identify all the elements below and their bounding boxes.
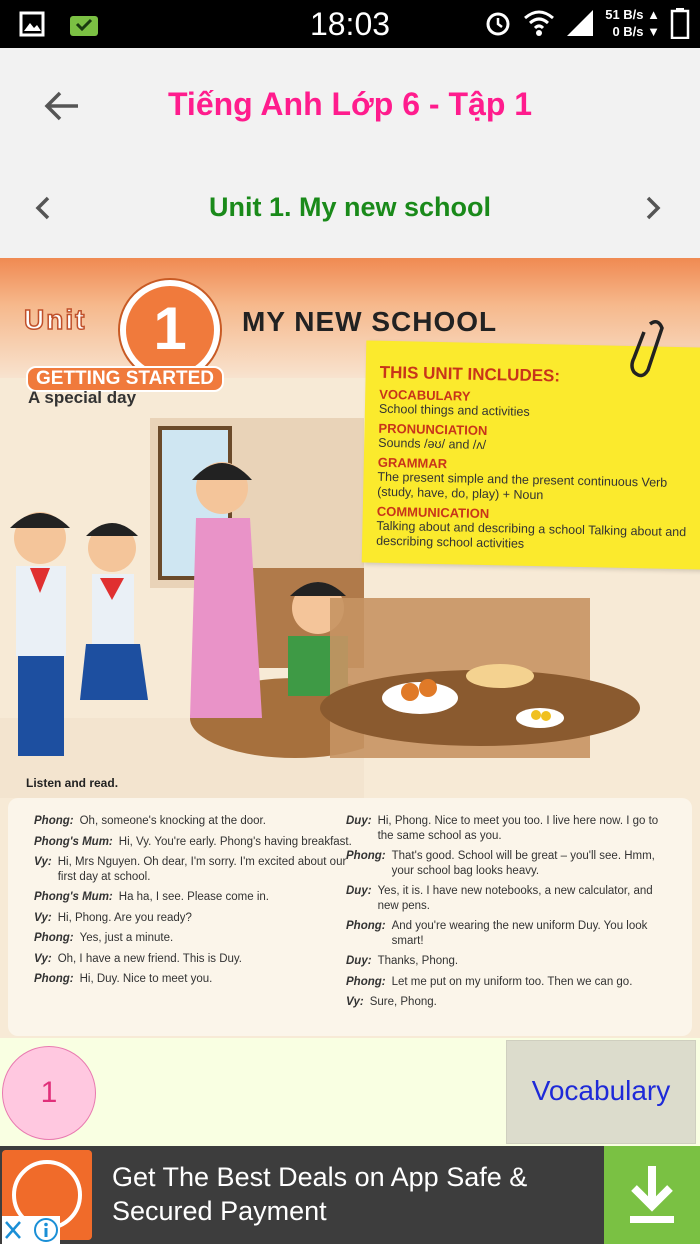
unit-number-badge: 1 <box>120 280 220 380</box>
page-controls <box>0 1038 700 1146</box>
includes-heading: PRONUNCIATION <box>378 420 488 439</box>
line-text: Hi, Phong. Are you ready? <box>57 911 192 924</box>
speaker: Phong: <box>34 973 74 985</box>
speaker: Phong: <box>346 850 386 862</box>
line-text: And you're wearing the new uniform Duy. You look smart! <box>391 920 648 947</box>
download-button[interactable] <box>604 1146 700 1244</box>
paperclip-icon <box>626 316 666 378</box>
dialogue-line <box>34 835 354 850</box>
dialogue-line <box>34 972 354 987</box>
textbook-page-image[interactable] <box>0 258 700 1038</box>
net-up: 51 B/s ▲ <box>605 7 660 22</box>
dialogue-line <box>34 890 354 905</box>
dialogue-line <box>34 814 354 829</box>
dialogue-line <box>346 814 666 843</box>
listen-label: Listen and read. <box>26 776 119 790</box>
unit-heading: MY NEW SCHOOL <box>242 306 498 337</box>
speaker: Phong: <box>346 920 386 932</box>
line-text: Oh, someone's knocking at the door. <box>79 815 266 827</box>
app-bar <box>0 48 700 160</box>
line-text: That's good. School will be great – you'll see. Hmm, your school bag looks heavy. <box>391 850 655 877</box>
dialogue-line <box>346 849 666 878</box>
network-speed <box>605 6 660 40</box>
speaker: Vy: <box>346 996 364 1008</box>
battery-icon <box>670 7 690 39</box>
line-text: Sure, Phong. <box>369 996 437 1008</box>
dialogue-line <box>34 931 354 946</box>
dialogue-column-right <box>346 814 666 1016</box>
speaker: Phong's Mum: <box>34 891 113 903</box>
dialogue-line <box>34 855 354 884</box>
ad-close-icon[interactable] <box>2 1216 60 1244</box>
speaker: Duy: <box>346 955 372 967</box>
ad-banner[interactable] <box>0 1146 700 1244</box>
kitchen-table-illustration <box>0 558 700 798</box>
dialogue-line <box>346 995 666 1010</box>
line-text: Hi, Phong. Nice to meet you too. I live here now. I go to the same school as you. <box>377 815 659 842</box>
includes-text: The present simple and the present continuous Verb (study, have, do, play) + Noun <box>377 469 668 503</box>
chevron-right-icon[interactable] <box>638 192 666 224</box>
dialogue-line <box>346 919 666 948</box>
includes-heading: GRAMMAR <box>377 454 448 472</box>
speaker: Phong: <box>34 815 74 827</box>
section-label: GETTING STARTED <box>26 366 224 392</box>
speaker: Phong's Mum: <box>34 835 113 848</box>
unit-label: Unit <box>24 304 87 335</box>
includes-heading: VOCABULARY <box>379 386 471 404</box>
net-down: 0 B/s ▼ <box>612 24 660 39</box>
download-icon <box>604 1146 700 1244</box>
speaker: Vy: <box>34 952 52 965</box>
includes-text: Sounds /əʊ/ and /ʌ/ <box>378 435 487 452</box>
page-number-badge[interactable]: 1 <box>2 1046 96 1140</box>
includes-heading: COMMUNICATION <box>376 503 490 522</box>
alarm-icon <box>483 8 513 38</box>
dialogue-line <box>346 954 666 969</box>
includes-title: THIS UNIT INCLUDES: <box>379 362 561 386</box>
line-text: Let me put on my uniform too. Then we can go. <box>391 975 633 988</box>
dialogue-line <box>346 884 666 913</box>
unit-title: Unit 1. My new school <box>208 192 492 222</box>
dialogue-line <box>346 975 666 990</box>
includes-text: School things and activities <box>378 401 530 419</box>
dialogue-line <box>34 911 354 926</box>
speaker: Phong: <box>34 932 74 944</box>
line-text: Yes, it is. I have new notebooks, a new calculator, and new pens. <box>377 885 653 912</box>
ad-text[interactable]: Get The Best Deals on App Safe & Secured Payment <box>112 1162 528 1226</box>
clock: 18:03 <box>309 6 391 42</box>
dialogue-box <box>8 798 692 1036</box>
unit-navigator <box>0 160 700 256</box>
speaker: Vy: <box>34 856 52 868</box>
speaker: Duy: <box>346 885 372 897</box>
speaker: Vy: <box>34 911 52 924</box>
section-subtitle: A special day <box>28 388 137 407</box>
line-text: Hi, Duy. Nice to meet you. <box>79 973 213 985</box>
status-bar <box>0 0 700 48</box>
app-title: Tiếng Anh Lớp 6 - Tập 1 <box>167 86 533 122</box>
line-text: Yes, just a minute. <box>79 932 174 944</box>
vocabulary-button[interactable]: Vocabulary <box>506 1040 696 1144</box>
signal-icon <box>565 8 595 38</box>
dialogue-line <box>34 952 354 967</box>
speaker: Phong: <box>346 975 386 988</box>
dialogue-column-left <box>34 814 354 993</box>
line-text: Hi, Vy. You're early. Phong's having breakfast. <box>118 835 352 848</box>
line-text: Thanks, Phong. <box>377 955 459 967</box>
wifi-icon <box>523 8 555 38</box>
line-text: Hi, Mrs Nguyen. Oh dear, I'm sorry. I'm excited about our first day at school. <box>57 856 347 883</box>
speaker: Duy: <box>346 815 372 827</box>
line-text: Oh, I have a new friend. This is Duy. <box>57 952 243 965</box>
line-text: Ha ha, I see. Please come in. <box>118 891 269 903</box>
includes-text: Talking about and describing a school Talking about and describing school activities <box>376 518 687 551</box>
